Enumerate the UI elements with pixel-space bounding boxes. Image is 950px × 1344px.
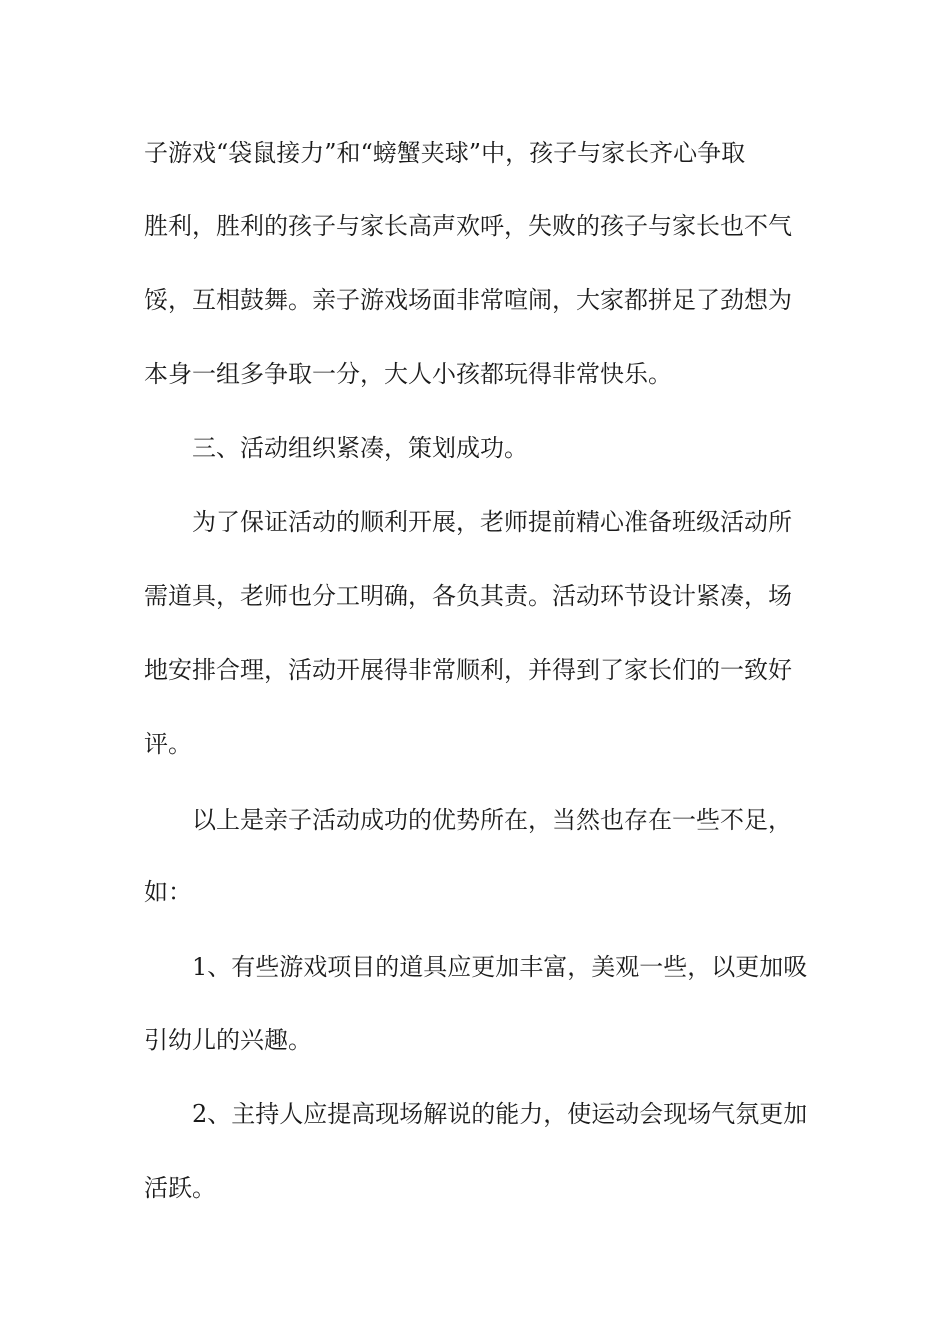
paragraph-2-line-3: 地安排合理，活动开展得非常顺利，并得到了家长们的一致好 [144, 656, 792, 684]
paragraph-2-line-1: 为了保证活动的顺利开展，老师提前精心准备班级活动所 [192, 508, 792, 536]
list-item-2-line-1: 2、主持人应提高现场解说的能力，使运动会现场气氛更加 [192, 1100, 808, 1128]
paragraph-2-line-2: 需道具，老师也分工明确，各负其责。活动环节设计紧凑，场 [144, 582, 792, 610]
list-item-1-line-2: 引幼儿的兴趣。 [144, 1026, 312, 1054]
section-heading-3: 三、活动组织紧凑，策划成功。 [192, 434, 528, 462]
list-item-2-line-2: 活跃。 [144, 1174, 216, 1202]
paragraph-1-line-1: 子游戏“袋鼠接力”和“螃蟹夹球”中，孩子与家长齐心争取 [144, 139, 746, 167]
paragraph-1-line-2: 胜利，胜利的孩子与家长高声欢呼，失败的孩子与家长也不气 [144, 212, 792, 240]
paragraph-3-line-2: 如： [144, 878, 192, 906]
paragraph-1-line-4: 本身一组多争取一分，大人小孩都玩得非常快乐。 [144, 360, 672, 388]
paragraph-1-line-3: 馁，互相鼓舞。亲子游戏场面非常喧闹，大家都拼足了劲想为 [144, 286, 792, 314]
paragraph-3-line-1: 以上是亲子活动成功的优势所在，当然也存在一些不足， [192, 806, 792, 834]
paragraph-2-line-4: 评。 [144, 730, 192, 758]
list-item-1-line-1: 1、有些游戏项目的道具应更加丰富，美观一些，以更加吸 [192, 953, 808, 981]
